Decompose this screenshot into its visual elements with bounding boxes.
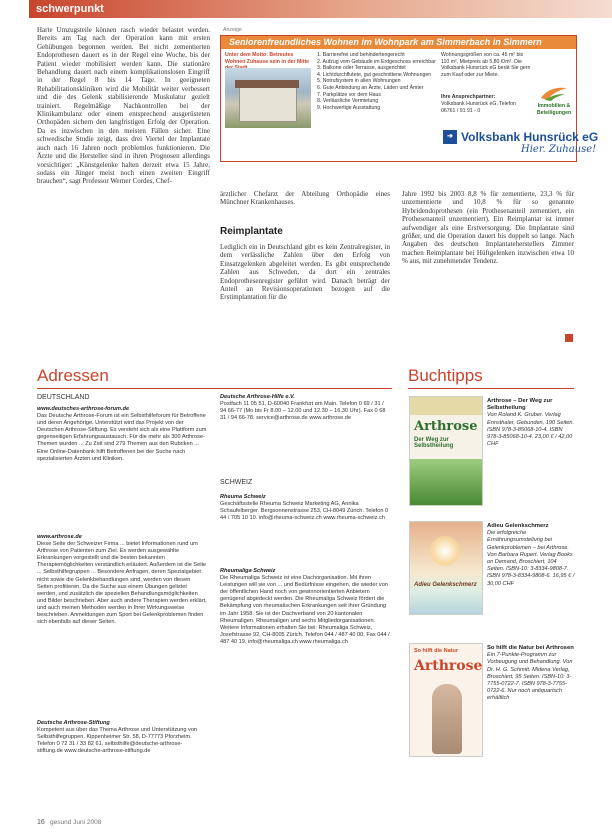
book-cover-subtitle: So hilft die Natur: [414, 648, 458, 654]
addr-entry-name: Deutsche Arthrose-Stiftung: [37, 720, 110, 726]
book-cover-band: [410, 397, 482, 415]
partner-logo-icon: [539, 84, 569, 102]
addr-entry-rheumaliga: [220, 568, 390, 798]
addr-entry-stiftung: [37, 720, 207, 796]
book-cover-title: Arthrose: [414, 419, 478, 434]
book-details: Von Roland K. Gruber. Verlag Ennsthaler, Gebunden, 190 Seiten. ISBN 978-3-85068-10-4. ISBN 978-3-85068-10-4. 23,00 € / 42,00 CHF: [487, 412, 575, 448]
book-cover-figure: [432, 684, 462, 754]
building-roof: [235, 80, 299, 88]
col2-paragraph-2: Lediglich ein in Deutschland gibt es kein Zentralregister, in dem verlässliche Zahlen über den Erfolg von Einsatzgelenken abgeleitet werden. Es gibt entsprechende Zahlen aus Schweden, da dort ein zentrales Endoprothesenregister geführt wird. Danach beträgt der Anteil an Revisionsoperationen bezogen auf die Erstimplantation für die: [220, 243, 390, 302]
ad-list: [317, 52, 437, 111]
book-info: [487, 398, 575, 504]
ad-list-item: 3. Balkone oder Terrasse, ausgerichtet: [317, 65, 406, 72]
book-cover-title: Adieu Gelenkschmerz: [414, 582, 477, 588]
building-shape: [239, 86, 297, 122]
ad-contact-label: Ihre Ansprechpartner:: [441, 94, 496, 100]
book-title: Adieu Gelenkschmerz: [487, 523, 549, 529]
addr-entry-text: Das Deutsche Arthrose-Forum ist ein Selbsthilfeforum für Betroffene und deren Angehörige. Unterstützt wird das Projekt von der Deutschen Arthrose-Stiftung. Es versteht sich als eine Plattform zum gegenseitigen Erfahrungsaustausch. Für die mehr als 300 Arthrose-Themen wurden ... Zu Zeit sind 279 Themen aus den Rubriken ... Eine Online-Datenbank hilft Betroffenen bei der Suche nach spezialisierten Ärzten und Kliniken.: [37, 413, 207, 462]
ad-box: [220, 27, 599, 162]
book-cover-title: Arthrose: [414, 658, 483, 674]
ad-list-item: 9. Hochwertige Ausstattung: [317, 104, 381, 111]
col2-subheading: Reimplantate: [220, 226, 283, 237]
buchtipps-rule: [408, 388, 574, 389]
book-cover-subtitle: Der Weg zur Selbstheilung: [414, 437, 454, 449]
col3-paragraph: Jahre 1992 bis 2003 8,8 % für zementierte, 23,3 % für unzementierte und 10,8 % für so genannte Hybridendoprothesen (ein Prothesenanteil zementiert, ein Prothesenanteil unzementiert). Ein Reimplantat ist immer aufwendiger als eine Erstversorgung. Die Implantate sind größer, und die Operation dauert bis doppelt so lange. Nach Angaben des deutschen Implantateherstellers Zimmer machen Reimplantate bei Hüftgelenken inzwischen etwa 10 % aus, mit zunehmender Tendenz.: [402, 190, 574, 266]
adressen-title: Adressen: [37, 366, 109, 385]
end-mark-icon: [565, 334, 573, 342]
book-title: Arthrose – Der Weg zur Selbstheilung: [487, 398, 553, 412]
book-info: [487, 523, 575, 623]
addr-entry-text: Kompetent aus über das Thema Arthrose und Unterstützung von Selbsthilfegruppen. Kippenheimer Str. 58, D-77773 Pforzheim. Telefon 0 72 31 / 33 82 61. selbsthilfe@deutsche-arthrose-stiftung.de www.deutsche-arthrose-stiftung.de: [37, 727, 198, 755]
addr-entry-arthrose: [37, 534, 207, 697]
book-cover-sun: [430, 536, 460, 566]
col2-paragraph-1: ärztlicher Chefarzt der Abteilung Orthopädie eines Münchner Krankenhauses.: [220, 190, 390, 207]
ad-list-item: 6. Gute Anbindung an Ärzte, Läden und Ämter: [317, 84, 424, 91]
book-cover: [409, 643, 483, 757]
book-cover: [409, 521, 483, 615]
page-number: 16: [37, 819, 45, 826]
partner-logo-graphic: [539, 84, 569, 102]
ad-list-item: 5. Notrufsystem in allen Wohnungen: [317, 78, 401, 85]
book-title: So hilft die Natur bei Arthrosen: [487, 645, 574, 651]
ad-label: Anzeige: [223, 27, 242, 33]
country-switzerland: SCHWEIZ: [220, 479, 253, 486]
section-header: schwerpunkt: [36, 3, 104, 15]
buchtipps-title: Buchtipps: [408, 366, 483, 385]
ad-list-item: 2. Aufzug vom Gebäude im Erdgeschoss erreichbar: [317, 58, 436, 65]
addr-entry-forum: [37, 406, 207, 554]
ad-list-item: 7. Parkplätze vor dem Haus: [317, 91, 382, 98]
book-info: [487, 645, 575, 795]
col1-paragraph: Harte Umzugsteile können rasch wieder belastet werden. Bereits am Tag nach der Operation kann mit ersten Gehübungen begonnen werden. Bei nicht zementierten Endoprothesen dauert es in der Regel eine Woche, bis der Patient wieder mobilisiert werden kann. Die stationäre Behandlung dauert nach einem komplikationslosen Eingriff in der Regel 8 bis 14 Tage. In geeigneten Rehabilitationskliniken wird die Mobilität weiter verbessert und die des Gelenk stabilisierende Muskulatur gezielt trainiert. Regelmäßige Nachkontrollen bei der Klinikambulanz oder einem entsprechend ausgerüsteten Orthopäden sichern den langfristigen Erfolg der Operation. Da es inzwischen in den meisten Fällen sicher. Eine schwedische Studie zeigt, dass drei Viertel der Implantate auch nach 16 Jahren noch problemlos funktionieren. Die Ärzte und die Hersteller sind in ihren Prognosen allerdings vorsichtiger: „Künstgelenke halten derzeit etwa 15 Jahre, sodass ein Jünger meist noch einen zweiten Eingriff brauchen“, sagt Professor Werner Cordes, Chef-: [37, 26, 210, 186]
addr-entry-text: Die Rheumaliga Schweiz ist eine Dachorganisation. Mit ihren Leistungen will sie von ... und Bedürfnisse eingehen, die wieder von der öffentlichen Hand noch von gewinnorientierten Anbietern genügend abgedeckt werden. Die Rheumaliga Schweiz fördert die Bekämpfung von rheumatischen Erkrankungen seit ihrer Gründung im Jahr 1958. Sie ist der Dachverband von 20 kantonalen Rheumaligen. Rheumaligen und sechs Mitgliedorganisationen. Weitere Informationen erhalten Sie bei: Rheumaliga Schweiz, Josefstrasse 92, CH-8005 Zürich. Telefon 044 / 487 40 00, Fax 044 / 487 40 19. info@rheumaliga.ch www.rheumaliga.ch: [220, 575, 390, 645]
ad-contact: Volksbank Hunsrück eG, Telefon 06761 / 91 91 - 0: [441, 101, 516, 114]
country-germany: DEUTSCHLAND: [37, 394, 90, 401]
bank-slogan: Hier. Zuhause!: [521, 144, 597, 155]
ad-list-item: 8. Verlässliche Vermietung: [317, 98, 379, 105]
book-details: Die erfolgreiche Ernährungsumstellung bei Gelenkproblemen – bei Arthrose. Von Barbara Rupert. Verlag Books on Demand, Broschiert, 104 Seiten. ISBN-10: 3-8334-9808-7. ISBN 978-3-8334-9808-6. 16,95 € / 30,00 CHF: [487, 530, 575, 587]
ad-intro: Unter dem Motto: Betreutes Wohnen Zuhause sein in der Mitte: [225, 52, 310, 65]
book-cover-image: [410, 459, 482, 505]
partner-logo-text: Immobilien & Beteiligungen: [536, 103, 572, 116]
addr-entry-name: Deutsche Arthrose-Hilfe e.V.: [220, 394, 295, 400]
ad-photo: [225, 68, 311, 128]
ad-title: Seniorenfreundliches Wohnen im Wohnpark am Simmerbach in Simmern: [229, 37, 542, 47]
bank-logo-icon: ➔: [443, 130, 457, 144]
addr-entry-name: Rheuma Schweiz: [220, 494, 266, 500]
ad-list-item: 4. Lichtdurchflutete, gut geschnittene Wohnungen: [317, 71, 432, 78]
ad-list-item: 1. Barrierefrei und behindertengerecht: [317, 52, 405, 58]
addr-entry-name: Rheumaliga Schweiz: [220, 568, 276, 574]
section-header-bar: [29, 0, 612, 18]
addr-entry-text: Diese Seite der Schweizer Firma ... bietet Informationen rund um Arthrose von Patienten zum Ziel. Es werden ausgewählte Erkrankungen vorgestellt und die besten bekannten Therapiemöglichkeiten verständlich erläutert. Außerdem ist die Seite ... Selbsthilfegruppen ... Besondere Anfragen, deren Spezialgebiet nicht sowie die Gelenkbehandlungen sind, werden von diesen Seiten profitieren. Da die Suche aus einem Übungen gelistet werden, und zusätzlich die speziellen Behandlungsmöglichkeiten und Bilder beschrieben. Aber auch andere Therapien werden erklärt, und auch meinen Methoden werden in Ihrer Wirkungsweise beschrieben. Anmeldungen zum Sport bei Gelenkproblemen finden sich ebenfalls auf dieser Seiten.: [37, 541, 207, 626]
adressen-rule: [37, 388, 392, 389]
book-details: Ein 7-Punkte-Programm zur Vorbeugung und Behandlung. Von Dr. H. G. Schmitt. Midena Verlag, Broschiert, 95 Seiten. ISBN-10: 3-7755-0722-7. ISBN 978-3-7755-0722-6. Nur noch antiquarisch erhältlich: [487, 652, 573, 702]
book-cover: [409, 396, 483, 506]
addr-entry-name: www.deutsches-arthrose-forum.de: [37, 406, 130, 412]
addr-entry-name: www.arthrose.de: [37, 534, 82, 540]
addr-entry-rheuma-schweiz: [220, 494, 390, 564]
addr-entry-text: Postfach 11 05 51, D-60040 Frankfurt am Main. Telefon 0 69 / 31 / 94 66-77 (Mo bis Fr 8.00 – 12.00 und 12.30 – 16.30 Uhr). Fax 0 68 31 / 94 66-78. service@arthrose.de www.arthrose.de: [220, 401, 386, 422]
footer-text: gesund Juni 2008: [50, 819, 102, 826]
ad-right-text: Wohnungsgrößen von ca. 45 m² bis 110 m², Mietpreis ab 5,80 €/m². Die Volksbank Hunsrück eG berät Sie gern zum Kauf oder zur Miete.: [441, 52, 531, 78]
bank-name: Volksbank Hunsrück eG: [461, 130, 599, 144]
addr-entry-text: Geschäftsstelle Rheuma Schweiz Marketing AG, Annika Schaufelberger. Bergsonnenstrasse 253, CH-8049 Zürich. Telefon 0 44 / 705 10 10. info@rheuma-schweiz.ch www.rheuma-schweiz.ch: [220, 501, 389, 522]
addr-entry-hilfe: [220, 394, 390, 460]
